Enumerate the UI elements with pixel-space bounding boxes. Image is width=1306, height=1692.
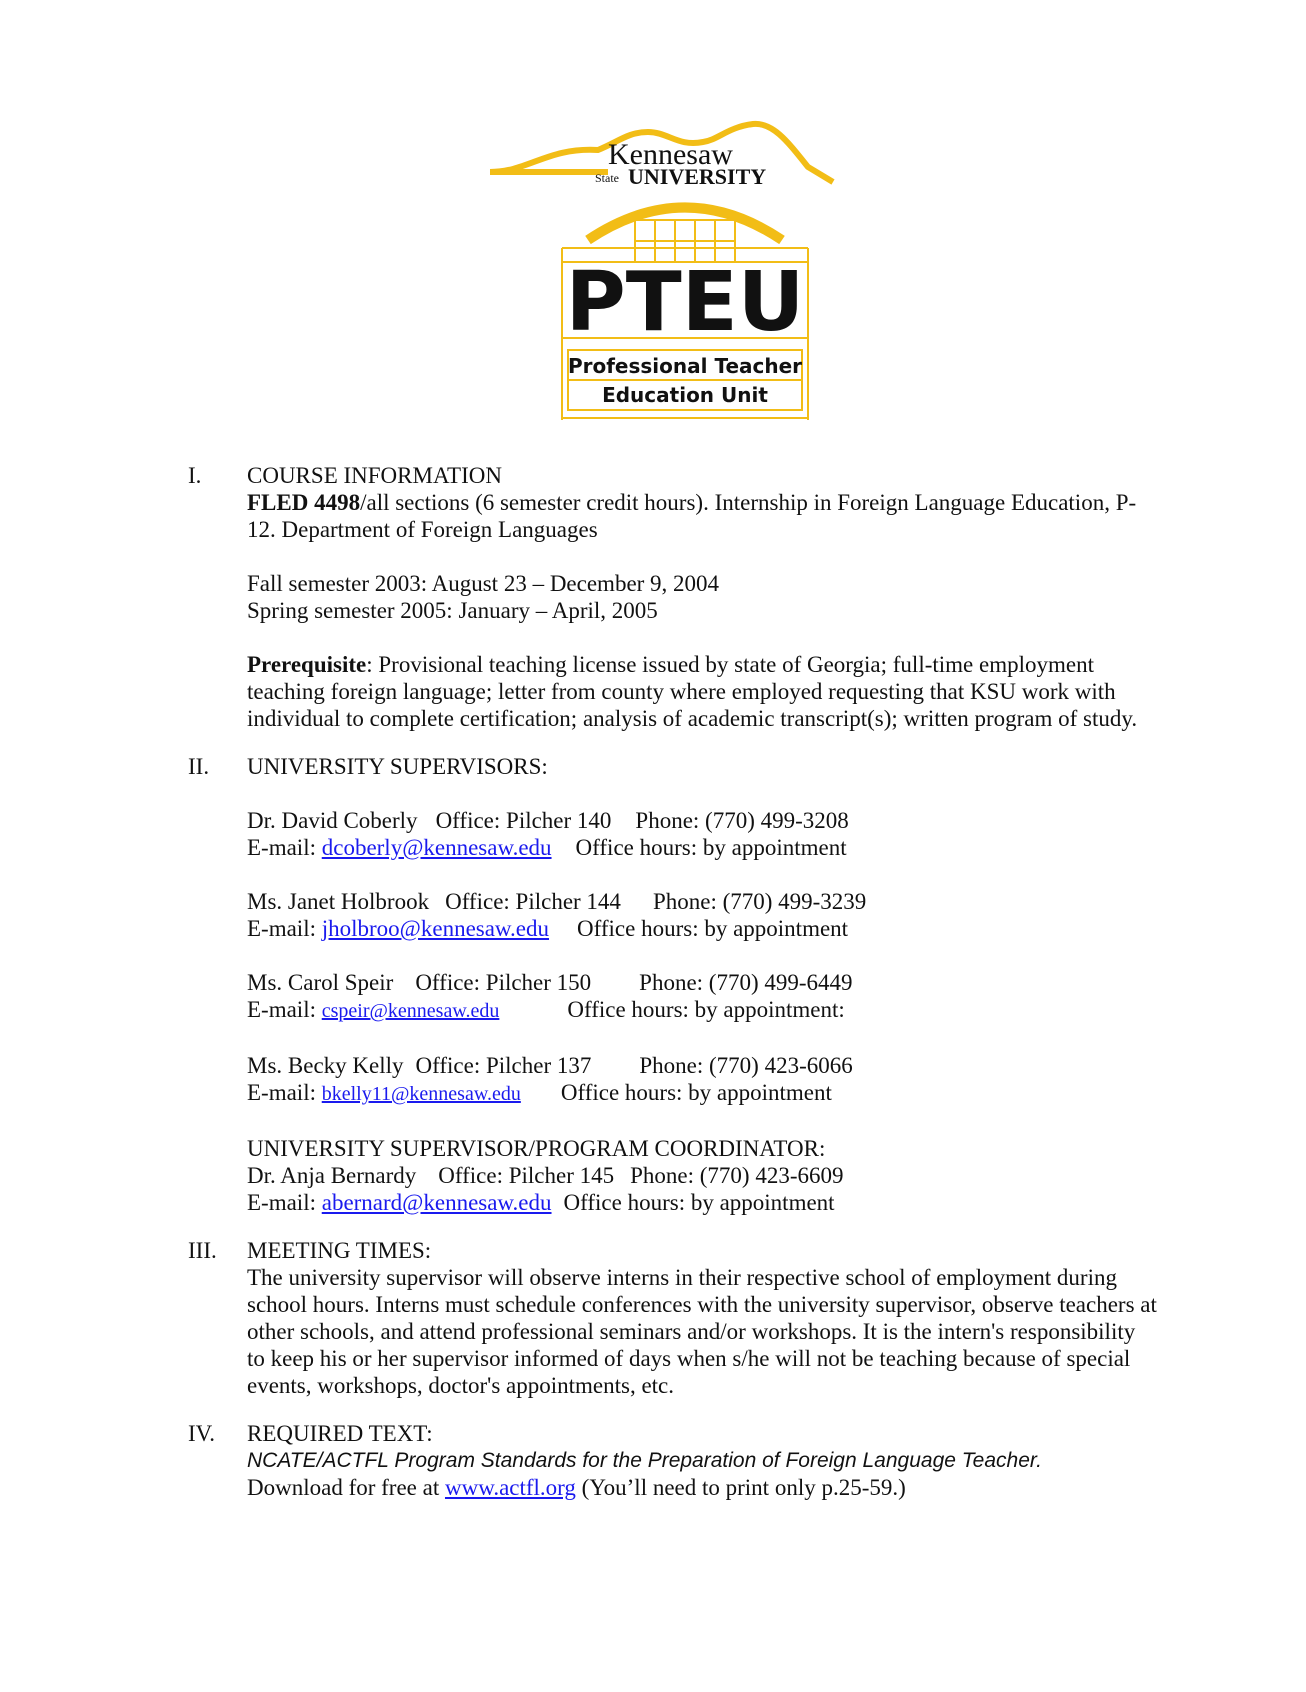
supervisor-hours: Office hours: by appointment	[560, 1080, 832, 1105]
course-description	[247, 489, 1157, 543]
section-number: IV.	[188, 1421, 216, 1446]
supervisor-contact-line	[247, 996, 1157, 1025]
supervisor-line	[247, 888, 1157, 915]
email-label: E-mail:	[247, 997, 316, 1022]
supervisor-phone: Phone: (770) 499-3239	[652, 889, 867, 914]
coordinator-name: Dr. Anja Bernardy	[247, 1163, 417, 1188]
ksu-name-text: Kennesaw	[608, 138, 733, 171]
coordinator-contact-line	[247, 1189, 1157, 1216]
pteu-line2-text: Education Unit	[602, 383, 768, 407]
coordinator-heading: UNIVERSITY SUPERVISOR/PROGRAM COORDINATOR:	[247, 1136, 826, 1161]
supervisor-entry	[247, 888, 1157, 942]
supervisor-line	[247, 1052, 1157, 1079]
supervisor-contact-line	[247, 1079, 1157, 1108]
supervisor-phone: Phone: (770) 499-3208	[635, 808, 849, 833]
supervisor-name: Ms. Janet Holbrook	[247, 889, 430, 914]
supervisor-phone: Phone: (770) 423-6066	[639, 1053, 853, 1078]
section-meeting-times	[0, 1237, 1306, 1399]
fall-semester-dates: Fall semester 2003: August 23 – December 9, 2004	[247, 571, 720, 596]
email-label: E-mail:	[247, 1190, 316, 1215]
section-number: I.	[188, 463, 202, 488]
course-desc-text: /all sections (6 semester credit hours). Internship in Foreign Language Education, P-12. Department of Foreign Languages	[247, 490, 1137, 542]
supervisor-contact-line	[247, 834, 1157, 861]
coordinator-email-link[interactable]: abernard@kennesaw.edu	[321, 1190, 552, 1215]
ksu-logo	[488, 112, 838, 192]
coordinator-line	[247, 1162, 1157, 1189]
supervisor-line	[247, 807, 1157, 834]
pteu-abbr-text: PTEU	[565, 255, 805, 350]
email-label: E-mail:	[247, 835, 316, 860]
supervisor-email-link[interactable]: dcoberly@kennesaw.edu	[321, 835, 552, 860]
supervisor-name: Ms. Carol Speir	[247, 970, 394, 995]
pteu-line1-text: Professional Teacher	[567, 354, 803, 378]
supervisor-email-link[interactable]: jholbroo@kennesaw.edu	[321, 916, 550, 941]
coordinator-office: Office: Pilcher 145	[438, 1163, 615, 1188]
pteu-logo	[560, 200, 810, 422]
section-heading: REQUIRED TEXT:	[247, 1421, 433, 1446]
prerequisite-text: : Provisional teaching license issued by state of Georgia; full-time employment teaching foreign language; letter from county where employed requesting that KSU work with individual to complete certification; analysis of academic transcript(s); written program of study.	[247, 652, 1138, 731]
course-code: FLED 4498	[247, 490, 361, 515]
section-course-information	[0, 462, 1306, 732]
supervisor-email-link[interactable]: cspeir@kennesaw.edu	[321, 1000, 500, 1022]
spring-semester-dates: Spring semester 2005: January – April, 2005	[247, 598, 658, 623]
supervisor-contact-line	[247, 915, 1157, 942]
section-number: II.	[188, 754, 210, 779]
section-heading: UNIVERSITY SUPERVISORS:	[247, 754, 548, 779]
meeting-times-text: The university supervisor will observe interns in their respective school of employment during school hours. Interns must schedule conferences with the university supervisor, observe teachers at other schools, and attend professional seminars and/or workshops. It is the intern's responsibility to keep his or her supervisor informed of days when s/he will not be teaching because of special events, workshops, doctor's appointments, etc.	[247, 1265, 1157, 1398]
supervisor-entry	[247, 1052, 1157, 1108]
required-book-title: NCATE/ACTFL Program Standards for the Preparation of Foreign Language Teacher.	[247, 1449, 1042, 1472]
ksu-state-text: State	[595, 171, 619, 185]
email-label: E-mail:	[247, 1080, 316, 1105]
email-label: E-mail:	[247, 916, 316, 941]
supervisor-office: Office: Pilcher 150	[415, 970, 592, 995]
ksu-university-text: UNIVERSITY	[628, 164, 767, 189]
download-prefix: Download for free at	[247, 1475, 445, 1500]
supervisor-office: Office: Pilcher 140	[435, 808, 612, 833]
section-number: III.	[188, 1238, 217, 1263]
supervisor-email-link[interactable]: bkelly11@kennesaw.edu	[321, 1083, 521, 1105]
coordinator-phone: Phone: (770) 423-6609	[630, 1163, 844, 1188]
supervisor-hours: Office hours: by appointment:	[567, 997, 845, 1022]
supervisor-entry	[247, 807, 1157, 861]
coordinator-hours: Office hours: by appointment	[563, 1190, 835, 1215]
supervisor-phone: Phone: (770) 499-6449	[639, 970, 853, 995]
actfl-link[interactable]: www.actfl.org	[444, 1475, 576, 1500]
section-university-supervisors	[0, 753, 1306, 1216]
prerequisite-label: Prerequisite	[247, 652, 367, 677]
prerequisite-paragraph	[247, 651, 1157, 732]
section-heading: MEETING TIMES:	[247, 1238, 432, 1263]
coordinator-entry	[247, 1135, 1157, 1216]
supervisor-line	[247, 969, 1157, 996]
section-heading: COURSE INFORMATION	[247, 463, 502, 488]
supervisor-hours: Office hours: by appointment	[575, 835, 847, 860]
supervisor-name: Dr. David Coberly	[247, 808, 418, 833]
supervisor-office: Office: Pilcher 144	[445, 889, 621, 914]
document-body	[0, 462, 1306, 1522]
section-required-text	[0, 1420, 1306, 1501]
download-suffix: (You’ll need to print only p.25-59.)	[575, 1475, 906, 1500]
download-line	[247, 1474, 1157, 1501]
supervisor-name: Ms. Becky Kelly	[247, 1053, 404, 1078]
supervisor-hours: Office hours: by appointment	[577, 916, 849, 941]
supervisor-office: Office: Pilcher 137	[415, 1053, 592, 1078]
supervisor-entry	[247, 969, 1157, 1025]
pteu-arch	[588, 208, 782, 241]
